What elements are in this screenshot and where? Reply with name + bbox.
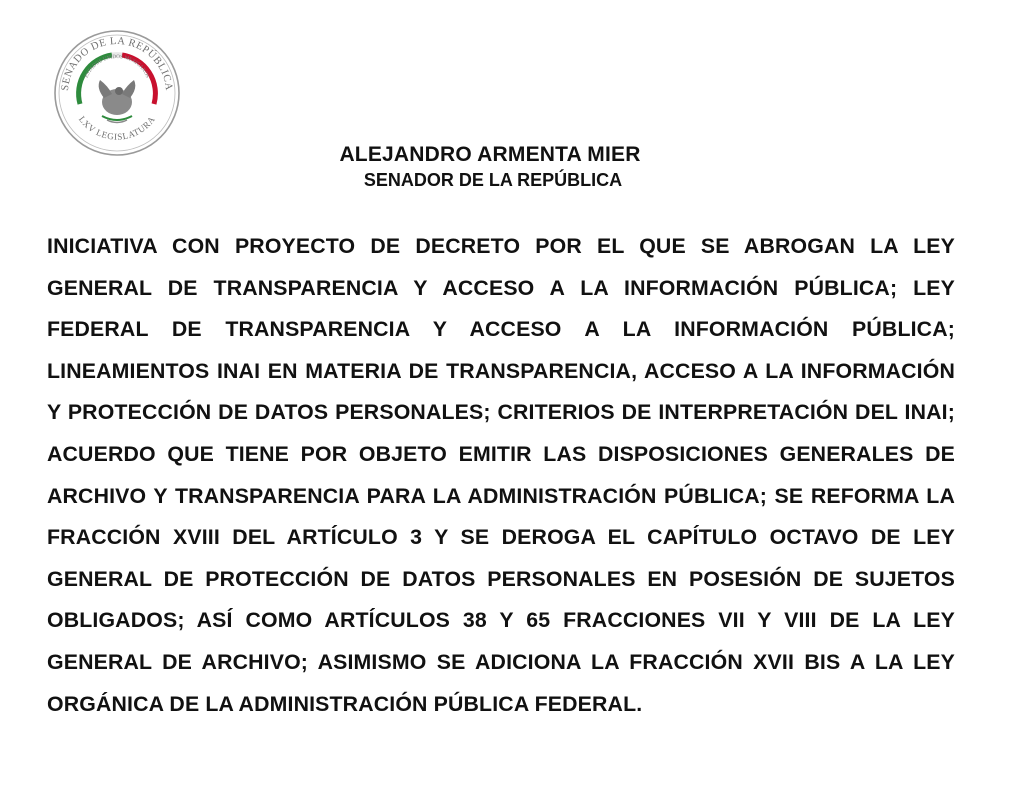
senator-title: SENADOR DE LA REPÚBLICA [363,170,623,190]
seal-inner-text: ESTADOS UNIDOS MEXICANOS [83,53,151,79]
initiative-text: INICIATIVA CON PROYECTO DE DECRETO POR EL QUE SE ABROGAN LA LEY GENERAL DE TRANSPARENCIA Y ACCESO A LA INFORMACIÓN PÚBLICA; LEY FEDERAL DE TRANSPARENCIA Y ACCESO A LA INFORMACIÓN PÚBLICA; LINEAMIENTOS INAI EN MATERIA DE TRANSPARENCIA, ACCESO A LA INFORMACIÓN Y PROTECCIÓN DE DATOS PERSONALES; CRITERIOS DE INTERPRETACIÓN DEL INAI; ACUERDO QUE TIENE POR OBJETO EMITIR LAS DISPOSICIONES GENERALES DE ARCHIVO Y TRANSPARENCIA PARA LA ADMINISTRACIÓN PÚBLICA; SE REFORMA LA FRACCIÓN XVIII DEL ARTÍCULO 3 Y SE DEROGA EL CAPÍTULO OCTAVO DE LEY GENERAL DE PROTECCIÓN DE DATOS PERSONALES EN POSESIÓN DE SUJETOS OBLIGADOS; ASÍ COMO ARTÍCULOS 38 Y 65 FRACCIONES VII Y VIII DE LA LEY GENERAL DE ARCHIVO; ASIMISMO SE ADICIONA LA FRACCIÓN XVII BIS A LA LEY ORGÁNICA DE LA ADMINISTRACIÓN PÚBLICA FEDERAL. [47,234,955,716]
seal-bottom-text: LXV LEGISLATURA [76,114,158,142]
seal-top-text: SENADO DE LA REPÚBLICA [59,35,175,92]
document-header [0,142,1024,192]
senate-seal-icon [52,28,182,158]
seal-graphic [52,28,182,158]
senator-name: ALEJANDRO ARMENTA MIER [339,143,641,166]
